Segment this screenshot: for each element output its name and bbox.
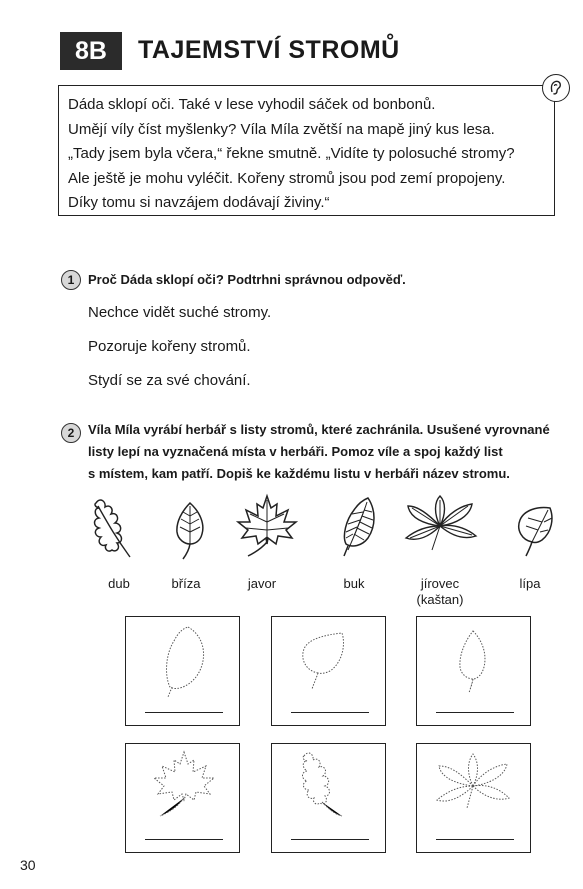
story-line: Díky tomu si navzájem dodávají živiny.“: [68, 194, 330, 211]
answer-line[interactable]: [291, 839, 369, 840]
task-number-2: 2: [61, 423, 81, 443]
story-line: Umějí víly číst myšlenky? Víla Míla zvětší na mapě jiný kus lesa.: [68, 120, 495, 138]
task2-question-line: Víla Míla vyrábí herbář s listy stromů, které zachránila. Usušené vyrovnané: [88, 422, 550, 437]
birch-leaf-icon: [172, 500, 208, 562]
birch-outline-icon: [417, 617, 532, 727]
task2-question-line: listy lepí na vyznačená místa v herbáři. Pomoz víle a spoj každý list: [88, 444, 503, 459]
answer-option[interactable]: Nechce vidět suché stromy.: [88, 304, 272, 321]
herbarium-slot[interactable]: [416, 743, 531, 853]
ear-icon: [542, 74, 570, 102]
herbarium-slot[interactable]: [125, 616, 240, 726]
story-line: Dáda sklopí oči. Také v lese vyhodil sáček od bonbonů.: [68, 96, 436, 113]
page-number: 30: [20, 857, 36, 873]
leaf-label-linden: lípa: [519, 576, 541, 591]
maple-outline-icon: [126, 744, 241, 854]
leaf-label-birch: bříza: [171, 576, 201, 591]
herbarium-slot[interactable]: [416, 616, 531, 726]
leaf-label-chestnut-alt: (kaštan): [416, 592, 464, 607]
task1-question: Proč Dáda sklopí oči? Podtrhni správnou odpověď.: [88, 272, 406, 287]
answer-line[interactable]: [145, 712, 223, 713]
answer-option[interactable]: Stydí se za své chování.: [88, 372, 251, 389]
herbarium-slot[interactable]: [125, 743, 240, 853]
leaf-label-chestnut: [400, 576, 480, 608]
leaf-label-maple: javor: [247, 576, 277, 591]
leaf-label-chestnut-name: jírovec: [420, 576, 460, 591]
maple-leaf-icon: [232, 492, 302, 562]
chestnut-outline-icon: [417, 744, 532, 854]
answer-line[interactable]: [436, 839, 514, 840]
story-line: „Tady jsem byla včera,“ řekne smutně. „Vidíte ty polosuché stromy?: [68, 145, 515, 162]
task-number-1: 1: [61, 270, 81, 290]
page-title: TAJEMSTVÍ STROMŮ: [138, 36, 400, 64]
linden-leaf-icon: [512, 500, 560, 560]
linden-outline-icon: [272, 617, 387, 727]
task2-question-line: s místem, kam patří. Dopiš ke každému listu v herbáři název stromu.: [88, 466, 510, 481]
story-line: Ale ještě je mohu vyléčit. Kořeny stromů jsou pod zemí propojeny.: [68, 169, 506, 187]
answer-option[interactable]: Pozoruje kořeny stromů.: [88, 338, 251, 355]
leaf-label-beech: buk: [343, 576, 365, 591]
story-box: [58, 85, 555, 216]
beech-leaf-icon: [338, 494, 380, 562]
beech-outline-icon: [126, 617, 241, 727]
answer-line[interactable]: [436, 712, 514, 713]
section-badge: 8B: [60, 32, 122, 70]
oak-leaf-icon: [86, 495, 142, 561]
answer-line[interactable]: [145, 839, 223, 840]
leaf-label-oak: dub: [108, 576, 130, 591]
chestnut-leaf-icon: [400, 492, 482, 558]
herbarium-slot[interactable]: [271, 743, 386, 853]
answer-line[interactable]: [291, 712, 369, 713]
oak-outline-icon: [272, 744, 387, 854]
herbarium-slot[interactable]: [271, 616, 386, 726]
